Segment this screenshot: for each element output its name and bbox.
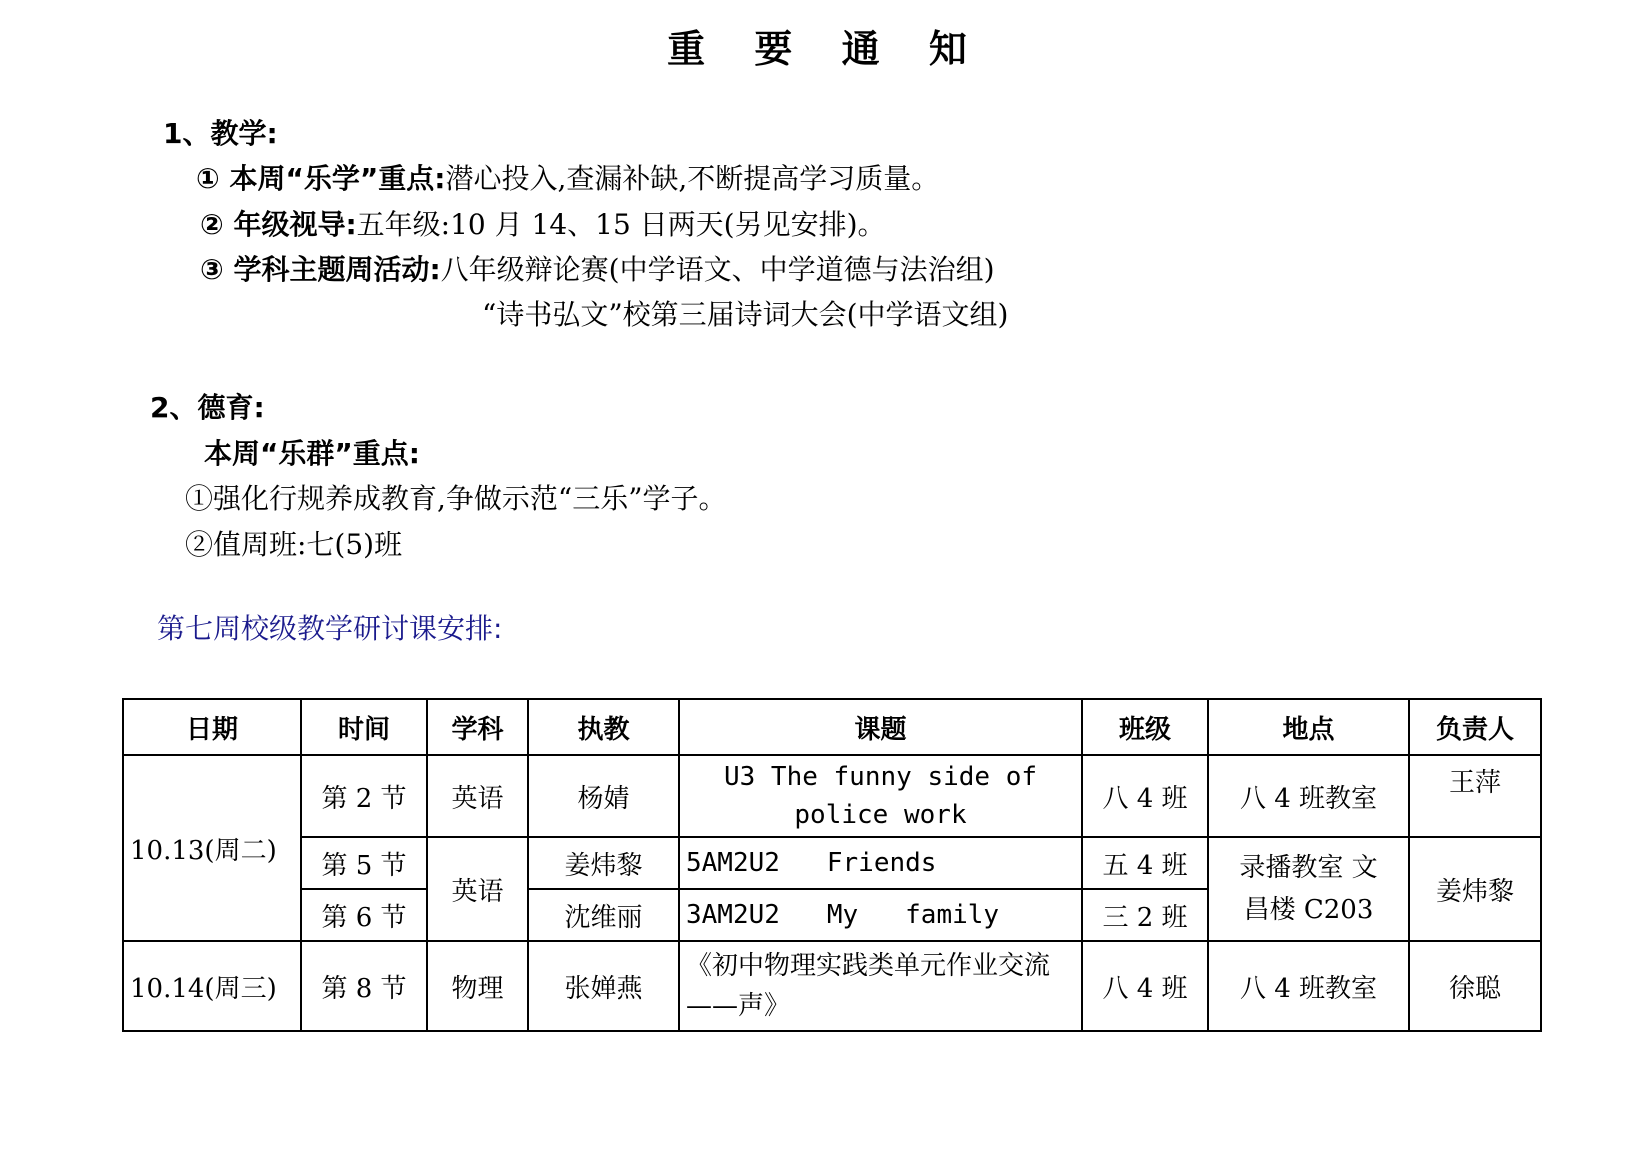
cell-place: 八 4 班教室 xyxy=(1208,941,1409,1031)
cell-place: 八 4 班教室 xyxy=(1208,755,1409,837)
cell-subject: 英语 xyxy=(427,837,528,941)
column-header-teacher: 执教 xyxy=(528,699,679,755)
teaching-item-3-label: ③ 学科主题周活动: xyxy=(200,253,441,286)
cell-teacher: 张婵燕 xyxy=(528,941,679,1031)
cell-teacher: 杨婧 xyxy=(528,755,679,837)
cell-class: 五 4 班 xyxy=(1082,837,1208,889)
schedule-table xyxy=(122,698,1542,1032)
column-header-place: 地点 xyxy=(1208,699,1409,755)
cell-date: 10.13(周二) xyxy=(123,755,301,941)
teaching-item-3-text: 八年级辩论赛(中学语文、中学道德与法治组) xyxy=(440,253,995,286)
cell-time: 第 2 节 xyxy=(301,755,427,837)
table-row xyxy=(123,837,1541,889)
page-title: 重 要 通 知 xyxy=(667,27,985,71)
cell-teacher: 姜炜黎 xyxy=(528,837,679,889)
teaching-item-2-text: 五年级:10 月 14、15 日两天(另见安排)。 xyxy=(356,208,886,241)
column-header-time: 时间 xyxy=(301,699,427,755)
cell-subject: 英语 xyxy=(427,755,528,837)
teaching-item-3 xyxy=(200,248,995,288)
teaching-item-3-text-2: “诗书弘文”校第三届诗词大会(中学语文组) xyxy=(482,298,1009,331)
cell-owner: 王萍 xyxy=(1409,755,1541,837)
column-header-date: 日期 xyxy=(123,699,301,755)
cell-date: 10.14(周三) xyxy=(123,941,301,1031)
teaching-item-1-label: ① 本周“乐学”重点: xyxy=(196,162,446,195)
table-row xyxy=(123,941,1541,1031)
column-header-owner: 负责人 xyxy=(1409,699,1541,755)
cell-place: 录播教室 文昌楼 C203 xyxy=(1208,837,1409,941)
cell-topic: 《初中物理实践类单元作业交流——声》 xyxy=(679,941,1082,1031)
column-header-class: 班级 xyxy=(1082,699,1208,755)
cell-teacher: 沈维丽 xyxy=(528,889,679,941)
column-header-topic: 课题 xyxy=(679,699,1082,755)
schedule-heading: 第七周校级教学研讨课安排: xyxy=(157,612,503,645)
cell-topic: 5AM2U2 Friends xyxy=(679,837,1082,889)
teaching-item-1 xyxy=(196,157,939,197)
cell-time: 第 6 节 xyxy=(301,889,427,941)
cell-class: 八 4 班 xyxy=(1082,941,1208,1031)
cell-time: 第 8 节 xyxy=(301,941,427,1031)
teaching-heading: 1、教学: xyxy=(163,117,278,150)
teaching-item-1-text: 潜心投入,查漏补缺,不断提高学习质量。 xyxy=(445,162,940,195)
teaching-item-2 xyxy=(200,203,886,243)
moral-sub-heading: 本周“乐群”重点: xyxy=(204,437,421,470)
cell-time: 第 5 节 xyxy=(301,837,427,889)
cell-class: 八 4 班 xyxy=(1082,755,1208,837)
cell-class: 三 2 班 xyxy=(1082,889,1208,941)
moral-heading: 2、德育: xyxy=(150,391,265,424)
cell-subject: 物理 xyxy=(427,941,528,1031)
moral-item-1: ①强化行规养成教育,争做示范“三乐”学子。 xyxy=(185,482,727,515)
column-header-subject: 学科 xyxy=(427,699,528,755)
teaching-item-2-label: ② 年级视导: xyxy=(200,208,357,241)
cell-owner: 徐聪 xyxy=(1409,941,1541,1031)
cell-topic: 3AM2U2 My family xyxy=(679,889,1082,941)
table-header-row xyxy=(123,699,1541,755)
moral-item-2: ②值周班:七(5)班 xyxy=(185,528,403,561)
table-row xyxy=(123,755,1541,837)
cell-owner: 姜炜黎 xyxy=(1409,837,1541,941)
cell-topic: U3 The funny side of police work xyxy=(679,755,1082,837)
